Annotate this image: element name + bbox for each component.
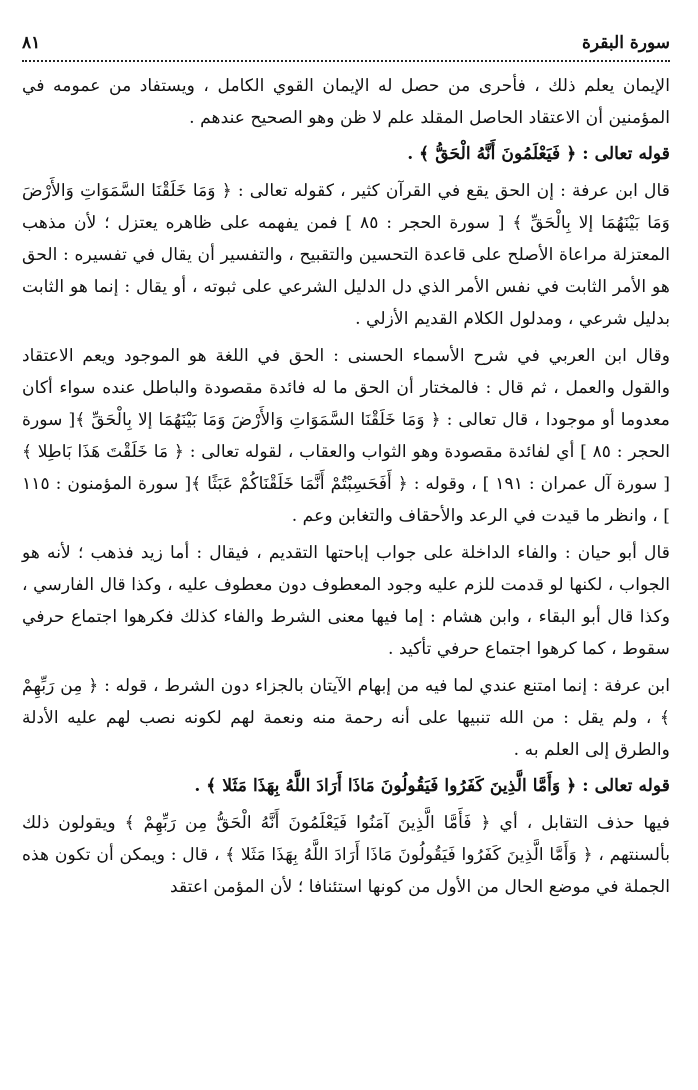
paragraph-ibn-al-arabi: وقال ابن العربي في شرح الأسماء الحسنى : الحق في اللغة هو الموجود ويعم الاعتقاد والقول والعمل ، ثم قال : فالمختار أن الحق ما له فائدة مقصودة والباطل عنده سواء أكان معدوما أو موجودا ، قال تعالى : ﴿ وَمَا خَلَقْنَا السَّمَوَاتِ وَالأَرْضَ وَمَا بَيْنَهُمَا إلا بِالْحَقِّ ﴾[ سورة الحجر : ٨٥ ] أي لفائدة مقصودة وهو الثواب والعقاب ، لقوله تعالى : ﴿ مَا خَلَقْتَ هَذَا بَاطِلا ﴾[ سورة آل عمران : ١٩١ ] ، وقوله : ﴿ أَفَحَسِبْتُمْ أَنَّمَا خَلَقْنَاكُمْ عَبَثًا ﴾[ سورة المؤمنون : ١١٥ ] ، وانظر ما قيدت في الرعد والأحقاف والتغابن وعم . — [22, 346, 671, 526]
page-number: ٨١ — [22, 33, 41, 53]
paragraph-ibn-arafa: قال ابن عرفة : إن الحق يقع في القرآن كثير ، كقوله تعالى : ﴿ وَمَا خَلَقْنَا السَّمَوَاتِ وَالأَرْضَ وَمَا بَيْنَهُمَا إلا بِالْحَقِّ ﴾ [ سورة الحجر : ٨٥ ] فمن يفهمه على ظاهره يعتزل ؛ لأن مذهب المعتزلة مراعاة الأصلح على قاعدة التحسين والتقبيح ، والتفسير أن يقال في تفسيره : الحق هو الأمر الثابت في نفس الأمر الذي دل الدليل الشرعي على ثبوته ، أو يقال : إنما هو الثابت بدليل شرعي ، ومدلول الكلام القديم الأزلي . — [22, 181, 670, 329]
paragraph-ibn-arafa-2: ابن عرفة : إنما امتنع عندي لما فيه من إبهام الآيتان بالجزاء دون الشرط ، قوله : ﴿ مِن رَبِّهِمْ ﴾ ، ولم يقل : من الله تنبيها على أنه رحمة منه ونعمة لهم لكونه نصب لهم عليه الأدلة والطرق إلى العلم به . — [22, 676, 670, 760]
page-header — [22, 26, 670, 62]
body-text — [22, 70, 670, 903]
verse-heading-2: قوله تعالى : ﴿ وَأَمَّا الَّذِينَ كَفَرُوا فَيَقُولُونَ مَاذَا أَرَادَ اللَّهُ بِهَذَا مَثَلا ﴾ . — [194, 776, 670, 796]
paragraph-final: فيها حذف التقابل ، أي ﴿ فَأَمَّا الَّذِينَ آمَنُوا فَيَعْلَمُونَ أَنَّهُ الْحَقُّ مِن رَبِّهِمْ ﴾ ويقولون ذلك بألسنتهم ، ﴿ وَأَمَّا الَّذِينَ كَفَرُوا فَيَقُولُونَ مَاذَا أَرَادَ اللَّهُ بِهَذَا مَثَلا ﴾ ، قال : ويمكن أن تكون هذه الجملة في موضع الحال من الأول من كونها استئنافا ؛ لأن المؤمن اعتقد — [22, 813, 670, 897]
paragraph-1: الإيمان يعلم ذلك ، فأحرى من حصل له الإيمان القوي الكامل ، ويستفاد من عمومه في المؤمنين أن الاعتقاد الحاصل المقلد علم لا ظن وهو الصحيح عندهم . — [22, 76, 670, 128]
verse-heading-1: قوله تعالى : ﴿ فَيَعْلَمُونَ أَنَّهُ الْحَقُّ ﴾ . — [407, 144, 670, 164]
paragraph-abu-hayyan: قال أبو حيان : والفاء الداخلة على جواب إباحتها التقديم ، فيقال : أما زيد فذهب ؛ لأنه هو الجواب ، لكنها لو قدمت للزم عليه وجود المعطوف دون معطوف عليه ، وكذا قال الفارسي ، وكذا قال أبو البقاء ، وابن هشام : إما فيها معنى الشرط والفاء كذلك فكرهوا اجتماع حرفي سقوط ، كما كرهوا اجتماع حرفي تأكيد . — [22, 543, 670, 659]
surah-title: سورة البقرة — [582, 33, 670, 53]
